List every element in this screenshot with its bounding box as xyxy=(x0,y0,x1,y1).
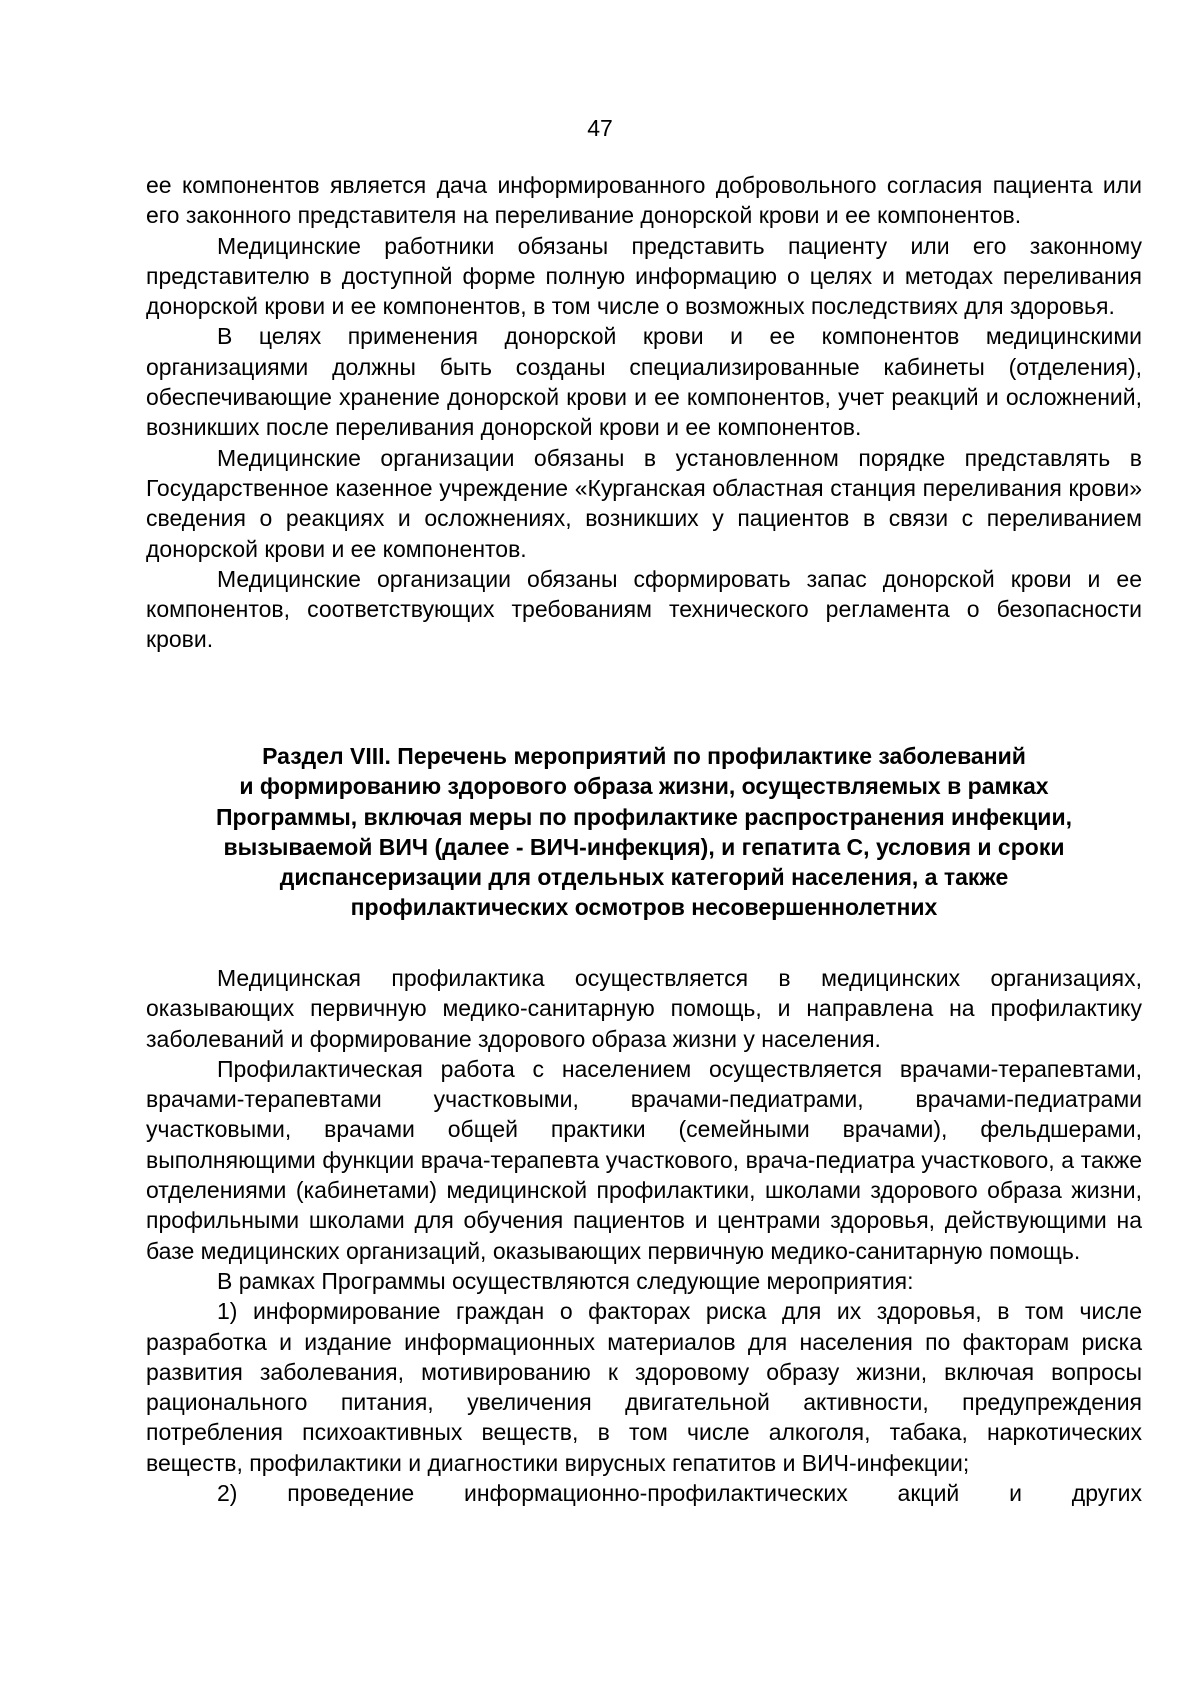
paragraph: Профилактическая работа с населением осуществляется врачами-терапевтами, врачами-терапевтами участковыми, врачами-педиатрами, врачами-педиатрами участковыми, врачами общей практики (семейными врачами), фельдшерами, выполняющими функции врача-терапевта участкового, врача-педиатра участкового, а также отделениями (кабинетами) медицинской профилактики, школами здорового образа жизни, профильными школами для обучения пациентов и центрами здоровья, действующими на базе медицинских организаций, оказывающих первичную медико-санитарную помощь. xyxy=(146,1055,1142,1264)
section-heading-line: и формированию здорового образа жизни, осуществляемых в рамках xyxy=(239,773,1049,800)
list-item: 2) проведение информационно-профилактических акций и других xyxy=(217,1480,1142,1507)
section-heading-line: Раздел VIII. Перечень мероприятий по профилактике заболеваний xyxy=(262,743,1026,769)
paragraph: ее компонентов является дача информированного добровольного согласия пациента или его законного представителя на переливание донорской крови и ее компонентов. xyxy=(146,172,1142,229)
section-heading-line: диспансеризации для отдельных категорий населения, а также xyxy=(279,864,1009,891)
section-heading-line: Программы, включая меры по профилактике распространения инфекции, xyxy=(216,803,1072,830)
section-heading xyxy=(146,741,1142,923)
paragraph: Медицинская профилактика осуществляется в медицинских организациях, оказывающих первичную медико-санитарную помощь, и направлена на профилактику заболеваний и формирование здорового образа жизни у населения. xyxy=(146,965,1142,1052)
section-heading-line: вызываемой ВИЧ (далее - ВИЧ-инфекция), и гепатита С, условия и сроки xyxy=(223,833,1065,860)
section-heading-line: профилактических осмотров несовершеннолетних xyxy=(350,894,938,921)
page-number: 47 xyxy=(587,115,613,141)
text-block-top xyxy=(146,170,1142,655)
paragraph: В целях применения донорской крови и ее компонентов медицинскими организациями должны быть созданы специализированные кабинеты (отделения), обеспечивающие хранение донорской крови и ее компонентов, учет реакций и осложнений, возникших после переливания донорской крови и ее компонентов. xyxy=(146,323,1142,441)
paragraph: Медицинские организации обязаны сформировать запас донорской крови и ее компонентов, соответствующих требованиям технического регламента о безопасности крови. xyxy=(146,565,1142,653)
paragraph: Медицинские работники обязаны представить пациенту или его законному представителю в доступной форме полную информацию о целях и методах переливания донорской крови и ее компонентов, в том числе о возможных последствиях для здоровья. xyxy=(146,232,1142,320)
paragraph: Медицинские организации обязаны в установленном порядке представлять в Государственное казенное учреждение «Курганская областная станция переливания крови» сведения о реакциях и осложнениях, возникших у пациентов в связи с переливанием донорской крови и ее компонентов. xyxy=(146,444,1142,562)
text-block-bottom xyxy=(146,963,1142,1508)
paragraph: В рамках Программы осуществляются следующие мероприятия: xyxy=(217,1267,914,1294)
list-item: 1) информирование граждан о факторах риска для их здоровья, в том числе разработка и издание информационных материалов для населения по факторам риска развития заболевания, мотивированию к здоровому образу жизни, включая вопросы рационального питания, увеличения двигательной активности, предупреждения потребления психоактивных веществ, в том числе алкоголя, табака, наркотических веществ, профилактики и диагностики вирусных гепатитов и ВИЧ-инфекции; xyxy=(146,1298,1142,1476)
